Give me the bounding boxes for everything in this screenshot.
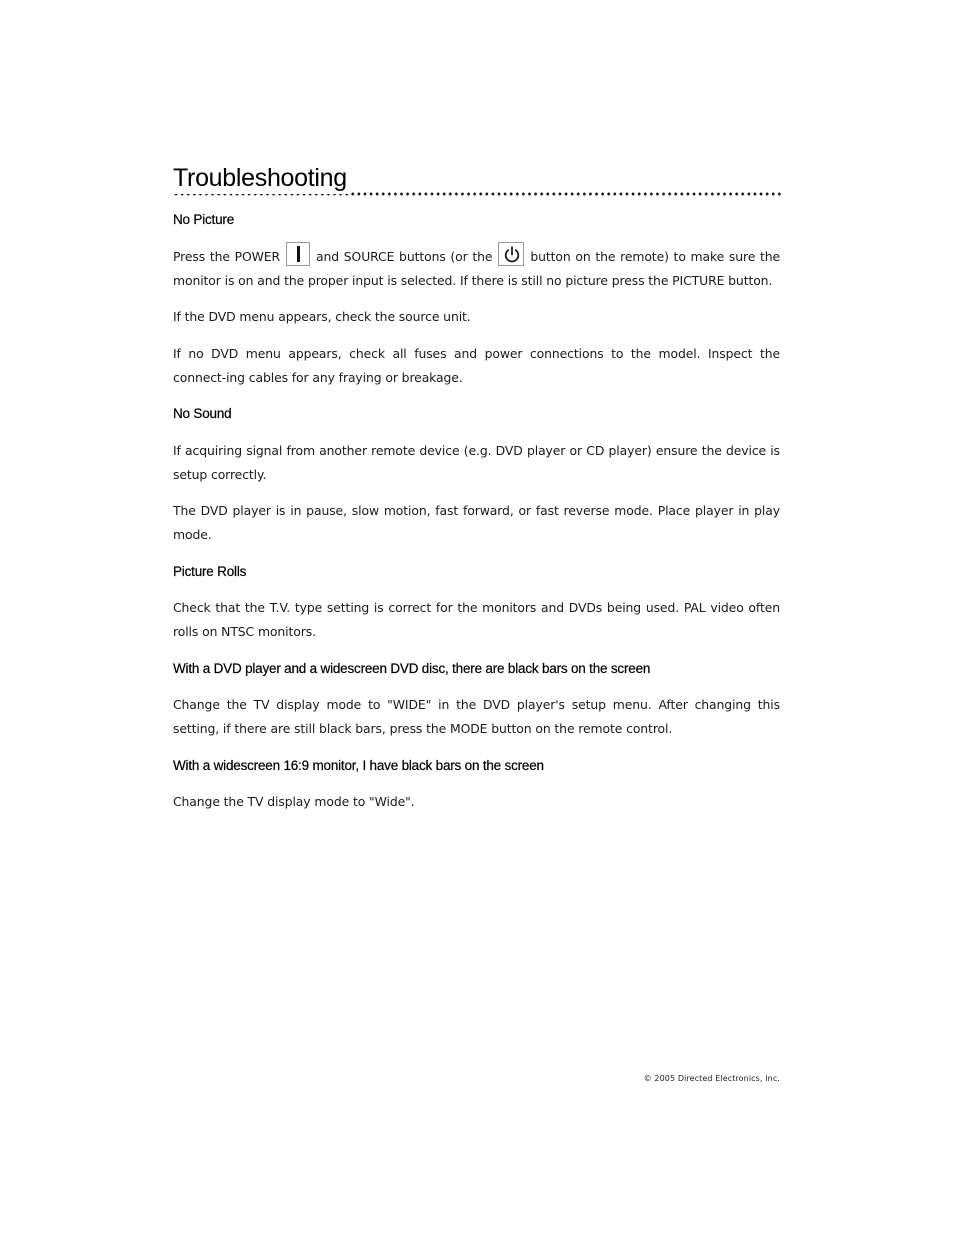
page-title: Troubleshooting <box>173 164 347 192</box>
power-bar-icon <box>286 242 310 266</box>
section-monitor-black-bars <box>173 754 780 815</box>
heading-picture-rolls: Picture Rolls <box>173 563 247 579</box>
paragraph-no-dvd-menu: If no DVD menu appears, check all fuses and power connections to the model. Inspect the connect-ing cables for any fraying or breakage. <box>173 345 780 385</box>
paragraph-power-source <box>173 245 780 293</box>
section-dvd-black-bars <box>173 657 780 754</box>
paragraph-dvd-menu-appears: If the DVD menu appears, check the source unit. <box>173 309 471 324</box>
heading-monitor-black-bars: With a widescreen 16:9 monitor, I have black bars on the screen <box>173 757 544 773</box>
paragraph-tv-type: Check that the T.V. type setting is correct for the monitors and DVDs being used. PAL video often rolls on NTSC monitors. <box>173 600 780 639</box>
text-and-source: and SOURCE buttons (or the <box>316 248 493 264</box>
heading-no-picture: No Picture <box>173 212 235 227</box>
paragraph-display-mode-wide: Change the TV display mode to "WIDE" in the DVD player's setup menu. After changing this setting, if there are still black bars, press the MODE button on the remote control. <box>173 697 780 736</box>
text-press-power: Press the POWER <box>173 248 281 264</box>
power-symbol-icon <box>498 242 524 266</box>
footer-copyright: © 2005 Directed Electronics, Inc. <box>643 1074 780 1083</box>
heading-dvd-black-bars: With a DVD player and a widescreen DVD disc, there are black bars on the screen <box>173 660 651 676</box>
text-button-on-remote: button on the remote) to make sure the monitor is on and the proper input is selected. If there is still no picture press the PICTURE button. <box>173 248 780 288</box>
heading-no-sound: No Sound <box>173 406 232 421</box>
section-picture-rolls <box>173 560 780 657</box>
section-no-sound <box>173 402 780 560</box>
paragraph-player-mode: The DVD player is in pause, slow motion, fast forward, or fast reverse mode. Place player in play mode. <box>173 503 780 542</box>
section-no-picture <box>173 208 780 402</box>
paragraph-change-to-wide: Change the TV display mode to "Wide". <box>173 794 415 809</box>
paragraph-acquiring-signal: If acquiring signal from another remote device (e.g. DVD player or CD player) ensure the device is setup correctly. <box>173 442 780 482</box>
troubleshooting-content <box>173 208 780 814</box>
